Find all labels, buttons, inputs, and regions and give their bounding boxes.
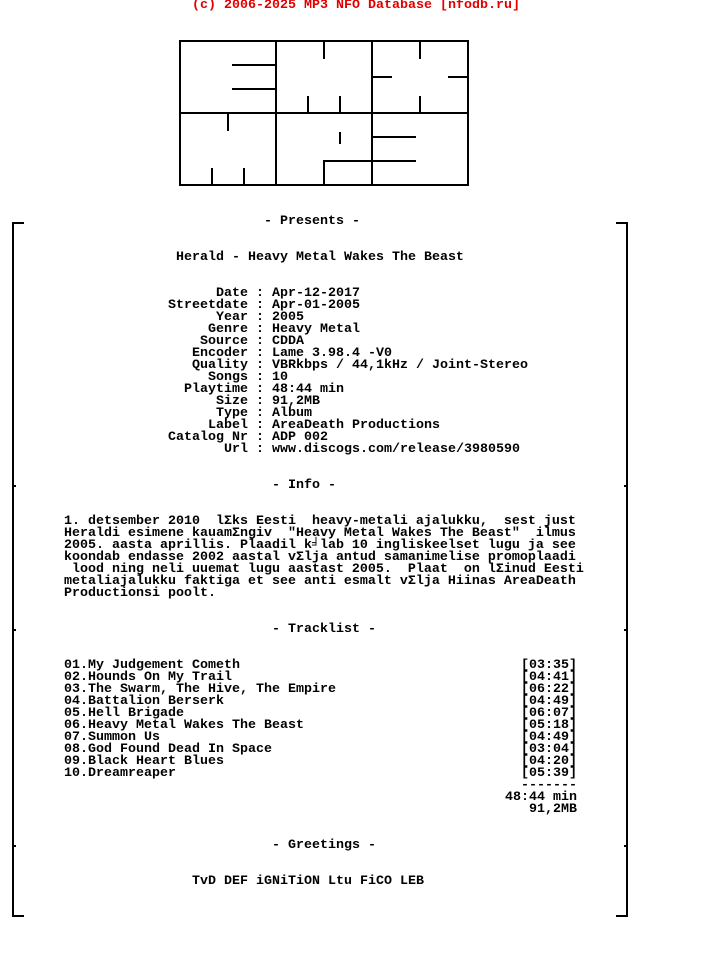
detail-row [160, 444, 520, 456]
section-tracklist: - Tracklist - [272, 622, 376, 637]
track-duration: [04:41] [521, 670, 577, 685]
track-duration: [04:49] [521, 694, 577, 709]
section-presents: - Presents - [264, 214, 360, 229]
detail-value: VBRkbps / 44,1kHz / Joint-Stereo [272, 358, 528, 373]
total-time: 48:44 min [505, 790, 577, 805]
detail-label: Playtime [184, 382, 248, 397]
detail-label: Encoder [192, 346, 248, 361]
total-size: 91,2MB [529, 802, 577, 817]
detail-label: Catalog Nr [168, 430, 248, 445]
detail-colon: : [256, 286, 264, 301]
detail-colon: : [256, 430, 264, 445]
totals-separator: ------- [521, 778, 577, 793]
detail-value: 10 [272, 370, 288, 385]
detail-label: Songs [208, 370, 248, 385]
track-title: 05.Hell Brigade [64, 706, 184, 721]
track-title: 08.God Found Dead In Space [64, 742, 272, 757]
detail-value: Album [272, 406, 312, 421]
detail-label: Date [216, 286, 248, 301]
detail-label: Size [216, 394, 248, 409]
detail-label: Source [200, 334, 248, 349]
detail-colon: : [256, 406, 264, 421]
track-duration: [06:22] [521, 682, 577, 697]
detail-value: 48:44 min [272, 382, 344, 397]
detail-value: Apr-01-2005 [272, 298, 360, 313]
release-title: Herald - Heavy Metal Wakes The Beast [176, 250, 464, 265]
section-greetings: - Greetings - [272, 838, 376, 853]
detail-label: Type [216, 406, 248, 421]
detail-value: ADP 002 [272, 430, 328, 445]
detail-value: 2005 [272, 310, 304, 325]
detail-value: www.discogs.com/release/3980590 [272, 442, 520, 457]
detail-label: Label [208, 418, 248, 433]
track-title: 02.Hounds On My Trail [64, 670, 232, 685]
section-info: - Info - [272, 478, 336, 493]
track-title: 06.Heavy Metal Wakes The Beast [64, 718, 304, 733]
track-title: 07.Summon Us [64, 730, 160, 745]
detail-label: Year [216, 310, 248, 325]
track-duration: [05:39] [521, 766, 577, 781]
track-duration: [04:20] [521, 754, 577, 769]
track-duration: [03:35] [521, 658, 577, 673]
track-title: 01.My Judgement Cometh [64, 658, 240, 673]
track-title: 03.The Swarm, The Hive, The Empire [64, 682, 336, 697]
detail-value: Heavy Metal [272, 322, 360, 337]
detail-label: Quality [192, 358, 248, 373]
detail-value: Apr-12-2017 [272, 286, 360, 301]
detail-label: Genre [208, 322, 248, 337]
detail-label: Streetdate [168, 298, 248, 313]
track-title: 09.Black Heart Blues [64, 754, 224, 769]
detail-colon: : [256, 322, 264, 337]
track-duration: [05:18] [521, 718, 577, 733]
emx-mp3-logo [0, 0, 712, 200]
detail-colon: : [256, 298, 264, 313]
detail-colon: : [256, 358, 264, 373]
detail-colon: : [256, 310, 264, 325]
track-title: 04.Battalion Berserk [64, 694, 224, 709]
detail-value: AreaDeath Productions [272, 418, 440, 433]
detail-colon: : [256, 370, 264, 385]
detail-value: Lame 3.98.4 -V0 [272, 346, 392, 361]
copyright-header: (c) 2006-2025 MP3 NFO Database [nfodb.ru] [192, 0, 520, 13]
track-duration: [03:04] [521, 742, 577, 757]
detail-colon: : [256, 442, 264, 457]
detail-colon: : [256, 346, 264, 361]
detail-colon: : [256, 394, 264, 409]
detail-value: CDDA [272, 334, 304, 349]
info-text: 1. detsember 2010 lΣks Eesti heavy-metali ajalukku, sest just Heraldi esimene kauamΣngiv "Heavy Metal Wakes The Beast" ilmus 2005. aasta aprillis. Plaadil k╛lab 10 ingliskeelset lugu ja see koondab endasse 2002 aastal vΣlja antud samanimelise promoplaadi lood ning neli uuemat lugu aastast 2005. Plaat on lΣinud Eesti metaliajalukku faktiga et see anti esmalt vΣlja Hiinas AreaDeath Productionsi poolt. [64, 514, 584, 601]
track-title: 10.Dreamreaper [64, 766, 176, 781]
greetings-text: TvD DEF iGNiTiON Ltu FiCO LEB [192, 874, 424, 889]
detail-colon: : [256, 382, 264, 397]
track-duration: [06:07] [521, 706, 577, 721]
track-duration: [04:49] [521, 730, 577, 745]
detail-value: 91,2MB [272, 394, 320, 409]
detail-colon: : [256, 334, 264, 349]
detail-label: Url [224, 442, 248, 457]
track-row [64, 768, 577, 780]
detail-colon: : [256, 418, 264, 433]
